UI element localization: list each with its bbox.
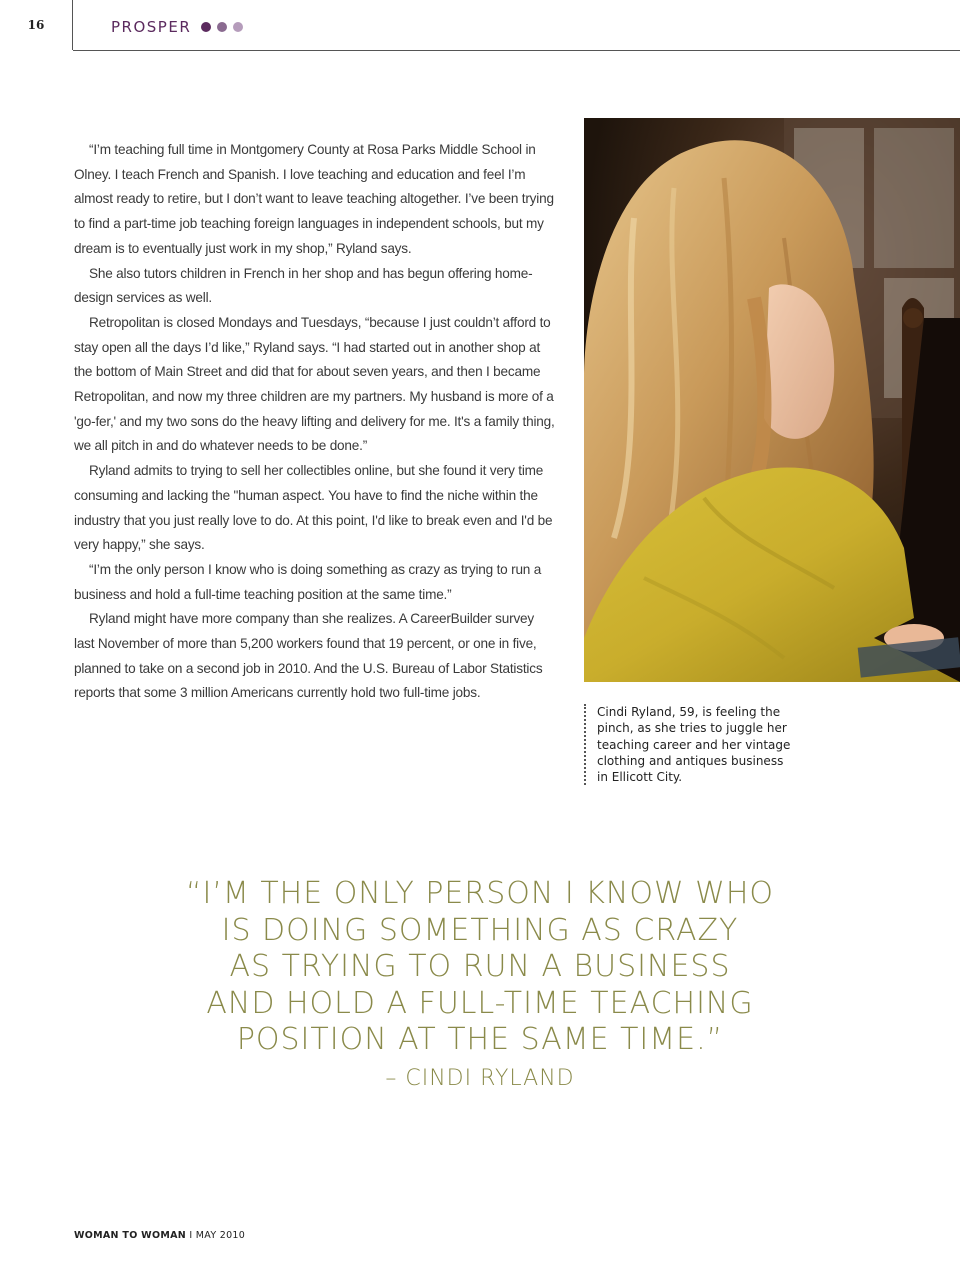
article-paragraph: “I’m the only person I know who is doing something as crazy as trying to run a business and hold a full-time teaching position at the same time.” xyxy=(74,561,542,602)
pull-quote-line: POSITION AT THE SAME TIME.” xyxy=(236,1022,724,1057)
pull-quote xyxy=(120,876,840,1059)
page-footer xyxy=(74,1230,245,1241)
article-paragraph: Ryland might have more company than she realizes. A CareerBuilder survey last November of more than 5,200 workers found that 19 percent, or one in five, planned to take on a second job in 2010. And the U.S. Bureau of Labor Statistics reports that some 3 million Americans currently hold two full-time jobs. xyxy=(74,611,543,701)
article-paragraph: She also tutors children in French in her shop and has begun offering home-design services as well. xyxy=(74,265,533,306)
article-paragraph: “I’m teaching full time in Montgomery County at Rosa Parks Middle School in Olney. I teach French and Spanish. I love teaching and education and feel I’m almost ready to retire, but I don’t want to leave teaching altogether. I’ve been trying to find a part-time job teaching foreign languages in independent schools, but my dream is to eventually just work in my shop,” Ryland says. xyxy=(74,142,554,256)
footer-separator: I xyxy=(189,1230,193,1241)
pull-quote-line: IS DOING SOMETHING AS CRAZY xyxy=(221,912,739,948)
issue-date: MAY 2010 xyxy=(195,1230,246,1241)
dot-icon xyxy=(233,22,243,32)
article-paragraph: Retropolitan is closed Mondays and Tuesdays, “because I just couldn’t afford to stay open all the days I’d like,” Ryland says. “I had started out in another shop at the bottom of Main Street and did that for about seven years, and then I became Retropolitan, and now my three children are my partners. My husband is more of a 'go-fer,' and my two sons do the heavy lifting and delivery for me. It's a family thing, we all pitch in and do whatever needs to be done.” xyxy=(74,314,555,454)
pull-quote-line: AS TRYING TO RUN A BUSINESS xyxy=(229,949,731,984)
pull-quote-line: AND HOLD A FULL-TIME TEACHING xyxy=(206,985,754,1021)
pull-quote-line: “I’M THE ONLY PERSON I KNOW WHO xyxy=(185,876,775,911)
section-label xyxy=(111,18,243,36)
header-rule xyxy=(73,50,960,51)
section-title: PROSPER xyxy=(111,18,192,36)
photo-caption: Cindi Ryland, 59, is feeling the pinch, as she tries to juggle her teaching career and her vintage clothing and antiques business in Ellicott City. xyxy=(584,704,794,785)
page-number: 16 xyxy=(0,0,73,50)
publication-name: WOMAN TO WOMAN xyxy=(74,1230,186,1241)
article-body xyxy=(74,138,556,706)
portrait-photo xyxy=(584,118,960,682)
pull-quote-attribution: – CINDI RYLAND xyxy=(385,1066,575,1091)
portrait-photo-illustration xyxy=(584,118,960,682)
dot-icon xyxy=(217,22,227,32)
dot-icon xyxy=(201,22,211,32)
article-paragraph: Ryland admits to trying to sell her collectibles online, but she found it very time consuming and lacking the "human aspect. You have to find the niche within the industry that you just really love to do. At this point, I'd like to break even and I'd be very happy,” she says. xyxy=(74,463,553,553)
section-dots xyxy=(201,22,243,32)
